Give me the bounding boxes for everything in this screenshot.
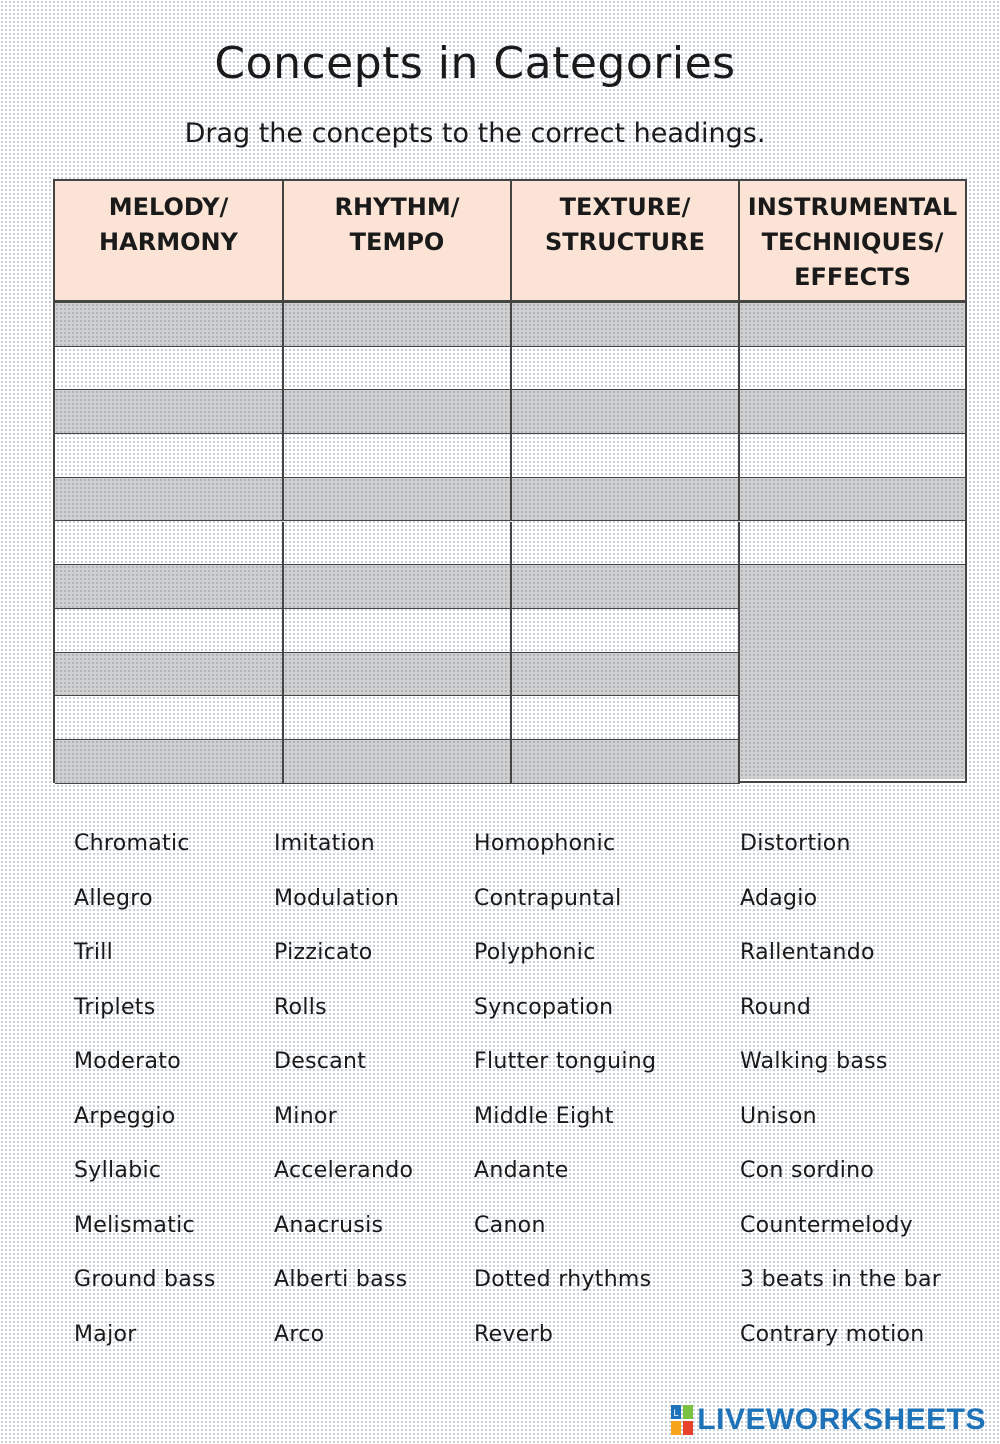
drop-slot-texture-structure-4[interactable] xyxy=(512,434,740,478)
drop-slot-instrumental-techniques-6[interactable] xyxy=(740,522,965,566)
drop-slot-texture-structure-2[interactable] xyxy=(512,347,740,391)
concept-item[interactable]: Canon xyxy=(474,1212,546,1238)
drop-slot-texture-structure-6[interactable] xyxy=(512,522,740,566)
drop-slot-melody-harmony-8[interactable] xyxy=(55,609,284,653)
drop-slot-rhythm-tempo-9[interactable] xyxy=(284,653,512,697)
concept-item[interactable]: Contrapuntal xyxy=(474,885,622,911)
concept-item[interactable]: Accelerando xyxy=(274,1158,414,1183)
drop-slot-melody-harmony-4[interactable] xyxy=(55,434,284,478)
concept-item[interactable]: Contrary motion xyxy=(740,1321,925,1347)
drop-slot-melody-harmony-6[interactable] xyxy=(55,522,284,566)
brand-name: LIVEWORKSHEETS xyxy=(697,1403,986,1436)
concept-item[interactable]: Syncopation xyxy=(474,994,614,1020)
drop-slot-rhythm-tempo-6[interactable] xyxy=(284,522,512,566)
concept-item[interactable]: Trill xyxy=(74,940,114,965)
concept-item[interactable]: Adagio xyxy=(740,885,818,911)
drop-slot-rhythm-tempo-11[interactable] xyxy=(284,740,512,784)
drop-slot-texture-structure-10[interactable] xyxy=(512,696,740,740)
concept-item[interactable]: Melismatic xyxy=(74,1212,195,1238)
concept-item[interactable]: Syllabic xyxy=(74,1158,162,1183)
drop-slot-melody-harmony-1[interactable] xyxy=(55,303,284,347)
drop-slot-texture-structure-3[interactable] xyxy=(512,390,740,434)
concept-item[interactable]: Reverb xyxy=(474,1321,554,1347)
drop-slot-melody-harmony-5[interactable] xyxy=(55,478,284,522)
instruction-text: Drag the concepts to the correct headings. xyxy=(184,118,766,149)
concept-item[interactable]: Descant xyxy=(274,1049,367,1074)
liveworksheets-logo-icon xyxy=(671,1405,693,1435)
concept-item[interactable]: Rallentando xyxy=(740,940,875,965)
drop-slot-instrumental-techniques-extra[interactable] xyxy=(740,565,965,779)
concept-item[interactable]: Ground bass xyxy=(74,1267,216,1292)
concept-item[interactable]: Polyphonic xyxy=(474,940,596,965)
concept-item[interactable]: Flutter tonguing xyxy=(474,1049,657,1074)
drop-slot-instrumental-techniques-4[interactable] xyxy=(740,434,965,478)
concept-item[interactable]: Distortion xyxy=(740,831,851,856)
drop-slot-melody-harmony-11[interactable] xyxy=(55,740,284,784)
concept-item[interactable]: Moderato xyxy=(74,1049,181,1074)
concept-item[interactable]: Unison xyxy=(740,1103,817,1129)
drop-slot-texture-structure-8[interactable] xyxy=(512,609,740,653)
concept-item[interactable]: Modulation xyxy=(274,885,400,911)
concept-item[interactable]: Walking bass xyxy=(740,1049,888,1074)
concept-item[interactable]: Homophonic xyxy=(474,831,616,856)
concept-item[interactable]: Pizzicato xyxy=(274,940,373,965)
concept-item[interactable]: Arpeggio xyxy=(74,1103,176,1129)
drop-slot-rhythm-tempo-8[interactable] xyxy=(284,609,512,653)
concept-item[interactable]: Major xyxy=(74,1321,137,1347)
drop-slot-rhythm-tempo-3[interactable] xyxy=(284,390,512,434)
drop-slot-rhythm-tempo-10[interactable] xyxy=(284,696,512,740)
drop-slot-rhythm-tempo-1[interactable] xyxy=(284,303,512,347)
table-header-row xyxy=(55,181,965,303)
concept-item[interactable]: Rolls xyxy=(274,994,327,1020)
drop-slot-rhythm-tempo-5[interactable] xyxy=(284,478,512,522)
concept-item[interactable]: Arco xyxy=(274,1321,325,1347)
drop-slot-melody-harmony-3[interactable] xyxy=(55,390,284,434)
concept-item[interactable]: Countermelody xyxy=(740,1212,913,1238)
concept-item[interactable]: Anacrusis xyxy=(274,1212,384,1238)
heading-texture-structure: TEXTURE/ STRUCTURE xyxy=(512,181,740,300)
drop-slot-rhythm-tempo-4[interactable] xyxy=(284,434,512,478)
drop-slot-melody-harmony-7[interactable] xyxy=(55,565,284,609)
concept-item[interactable]: Allegro xyxy=(74,885,153,911)
drop-slot-texture-structure-7[interactable] xyxy=(512,565,740,609)
drop-slot-instrumental-techniques-3[interactable] xyxy=(740,390,965,434)
drop-slot-texture-structure-9[interactable] xyxy=(512,653,740,697)
category-table xyxy=(53,179,967,783)
drop-slot-instrumental-techniques-1[interactable] xyxy=(740,303,965,347)
heading-instrumental-techniques: INSTRUMENTAL TECHNIQUES/ EFFECTS xyxy=(747,193,958,291)
logo-letter-l: L xyxy=(673,1408,679,1418)
drop-slot-instrumental-techniques-2[interactable] xyxy=(740,347,965,391)
heading-melody-harmony: MELODY/ HARMONY xyxy=(55,181,284,300)
drop-slot-melody-harmony-2[interactable] xyxy=(55,347,284,391)
drop-slot-rhythm-tempo-2[interactable] xyxy=(284,347,512,391)
heading-rhythm-tempo: RHYTHM/ TEMPO xyxy=(284,181,512,300)
drop-slot-instrumental-techniques-5[interactable] xyxy=(740,478,965,522)
concept-item[interactable]: Alberti bass xyxy=(274,1267,408,1292)
concept-item[interactable]: Triplets xyxy=(74,994,156,1020)
concept-item[interactable]: Imitation xyxy=(274,831,375,856)
concept-item[interactable]: Middle Eight xyxy=(474,1103,614,1129)
concept-item[interactable]: Round xyxy=(740,994,812,1020)
concept-item[interactable]: 3 beats in the bar xyxy=(740,1267,942,1292)
drop-slot-rhythm-tempo-7[interactable] xyxy=(284,565,512,609)
drop-slot-texture-structure-5[interactable] xyxy=(512,478,740,522)
drop-slot-melody-harmony-10[interactable] xyxy=(55,696,284,740)
drop-slot-texture-structure-11[interactable] xyxy=(512,740,740,784)
concept-item[interactable]: Chromatic xyxy=(74,831,190,856)
drop-slot-melody-harmony-9[interactable] xyxy=(55,653,284,697)
page-title: Concepts in Categories xyxy=(214,38,736,89)
concept-item[interactable]: Con sordino xyxy=(740,1158,875,1183)
drop-slot-texture-structure-1[interactable] xyxy=(512,303,740,347)
liveworksheets-brand xyxy=(671,1403,986,1437)
concept-item[interactable]: Andante xyxy=(474,1158,569,1183)
concept-item[interactable]: Dotted rhythms xyxy=(474,1267,652,1292)
concept-item[interactable]: Minor xyxy=(274,1103,338,1129)
